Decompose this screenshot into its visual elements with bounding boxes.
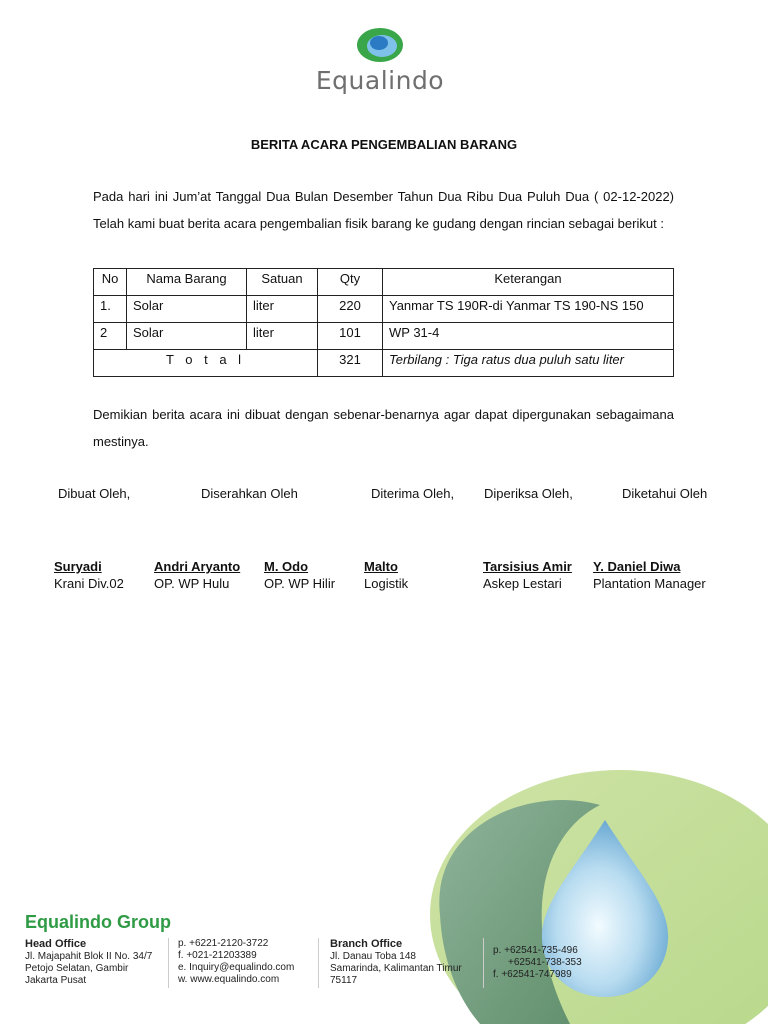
contact-line[interactable]: e. Inquiry@equalindo.com: [178, 962, 295, 973]
contact-line: +62541-738-353: [508, 957, 582, 968]
signatory-position: Plantation Manager: [593, 576, 706, 591]
signatory-name: M. Odo: [264, 559, 309, 574]
signatory: [593, 558, 706, 593]
branch-office-address: [330, 938, 462, 987]
head-office-contacts: [178, 938, 294, 986]
contact-line: p. +6221-2120-3722: [178, 938, 269, 949]
contact-line: p. +62541-735-496: [493, 945, 578, 956]
cell-no: 1.: [94, 296, 127, 323]
footer: [25, 912, 582, 986]
role-acknowledged-by: Diketahui Oleh: [622, 486, 708, 501]
header-item-name: Nama Barang: [127, 269, 247, 296]
signatory-name: Andri Aryanto: [154, 559, 241, 574]
signatory-name: Suryadi: [54, 559, 102, 574]
document-title: BERITA ACARA PENGEMBALIAN BARANG: [250, 137, 518, 152]
role-received-by: Diterima Oleh,: [371, 486, 455, 501]
contact-line: f. +021-21203389: [178, 950, 257, 961]
footer-divider: [483, 938, 484, 988]
signatory-name: Y. Daniel Diwa: [593, 559, 681, 574]
head-office-title: Head Office: [25, 938, 87, 950]
signatory-position: Logistik: [364, 576, 409, 591]
signatory: [264, 558, 335, 593]
company-logo: [300, 26, 460, 95]
cell-unit: liter: [247, 323, 318, 350]
cell-unit: liter: [247, 296, 318, 323]
address-line: Jl. Danau Toba 148: [330, 951, 416, 962]
footer-group-name: Equalindo Group: [25, 912, 171, 932]
signatory-position: Askep Lestari: [483, 576, 562, 591]
header-unit: Satuan: [247, 269, 318, 296]
header-remarks: Keterangan: [383, 269, 674, 296]
cell-item-name: Solar: [127, 296, 247, 323]
cell-qty: 220: [318, 296, 383, 323]
total-row: [94, 350, 674, 377]
cell-qty: 101: [318, 323, 383, 350]
address-line: Samarinda, Kalimantan Timur: [330, 963, 462, 974]
address-line: Jl. Majapahit Blok II No. 34/7: [25, 951, 153, 962]
header-qty: Qty: [318, 269, 383, 296]
cell-no: 2: [94, 323, 127, 350]
cell-remarks: Yanmar TS 190R-di Yanmar TS 190-NS 150: [383, 296, 674, 323]
role-handed-over-by: Diserahkan Oleh: [201, 486, 298, 501]
contact-line[interactable]: w. www.equalindo.com: [178, 974, 280, 985]
signatory: [483, 558, 572, 593]
signatory: [54, 558, 124, 593]
cell-remarks: WP 31-4: [383, 323, 674, 350]
role-prepared-by: Dibuat Oleh,: [58, 486, 131, 501]
contact-line: f. +62541-747989: [493, 969, 572, 980]
total-label: T o t a l: [94, 350, 318, 377]
total-qty: 321: [318, 350, 383, 377]
logo-text: Equalindo: [315, 66, 445, 95]
footer-divider: [318, 938, 319, 988]
signatory-position: OP. WP Hilir: [264, 576, 336, 591]
signatory: [154, 558, 240, 593]
water-drop-decoration-icon: [420, 765, 768, 1024]
signatory-name: Tarsisius Amir: [483, 559, 572, 574]
items-table: [93, 268, 674, 377]
total-in-words: Terbilang : Tiga ratus dua puluh satu liter: [383, 350, 674, 377]
address-line: Petojo Selatan, Gambir: [25, 963, 129, 974]
role-checked-by: Diperiksa Oleh,: [484, 486, 573, 501]
signatory-position: Krani Div.02: [54, 576, 124, 591]
table-row: [94, 296, 674, 323]
logo-mark-icon: [355, 26, 405, 64]
table-header-row: [94, 269, 674, 296]
footer-divider: [168, 938, 169, 988]
branch-office-title: Branch Office: [330, 938, 403, 950]
signatory-name: Malto: [364, 559, 398, 574]
header-no: No: [94, 269, 127, 296]
cell-item-name: Solar: [127, 323, 247, 350]
address-line: 75117: [330, 975, 358, 986]
head-office-address: [25, 938, 152, 987]
branch-office-contacts: [493, 945, 582, 981]
signatory: [364, 558, 408, 593]
intro-paragraph: Pada hari ini Jum’at Tanggal Dua Bulan Desember Tahun Dua Ribu Dua Puluh Dua ( 02-12-2022) Telah kami buat berita acara pengembalian fisik barang ke gudang dengan rincian sebagai berikut :: [93, 189, 674, 231]
closing-paragraph: Demikian berita acara ini dibuat dengan sebenar-benarnya agar dapat dipergunakan sebagaimana mestinya.: [93, 407, 674, 449]
table-row: [94, 323, 674, 350]
signatory-position: OP. WP Hulu: [154, 576, 230, 591]
address-line: Jakarta Pusat: [25, 975, 87, 986]
